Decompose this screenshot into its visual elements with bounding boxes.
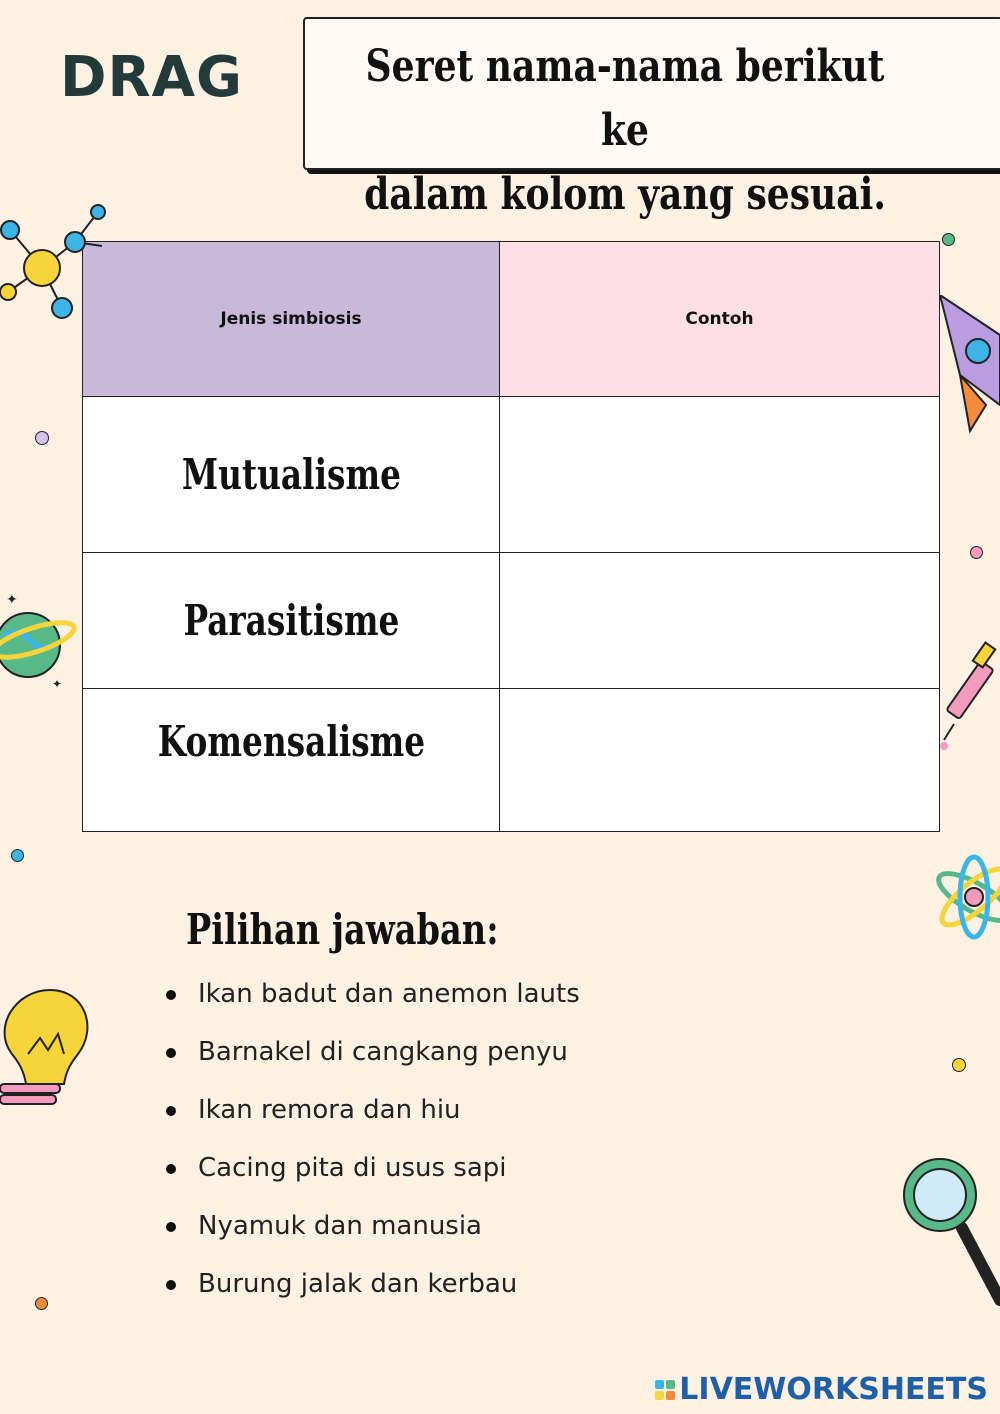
answer-list: [160, 975, 580, 1323]
type-cell: [83, 397, 500, 553]
decor-dot: [970, 546, 983, 559]
decor-dot: [942, 233, 955, 246]
table-header-row: [83, 242, 940, 397]
row-label-komensalisme: Komensalisme: [157, 717, 425, 766]
answers-heading: Pilihan jawaban:: [186, 905, 499, 954]
symbiosis-table: [82, 241, 940, 832]
answer-option[interactable]: Barnakel di cangkang penyu: [160, 1033, 580, 1091]
type-cell: [83, 689, 500, 832]
answer-option[interactable]: Ikan remora dan hiu: [160, 1091, 580, 1149]
decor-dot: [35, 431, 49, 445]
drop-zone-komensalisme[interactable]: [500, 689, 940, 832]
row-label-mutualisme: Mutualisme: [181, 450, 401, 499]
decor-dot: [952, 1058, 966, 1072]
brand-icon: [655, 1380, 675, 1400]
answer-option[interactable]: Nyamuk dan manusia: [160, 1207, 580, 1265]
column-header-type: Jenis simbiosis: [83, 242, 500, 397]
row-label-parasitisme: Parasitisme: [183, 596, 399, 645]
table-row: [83, 689, 940, 832]
type-cell: [83, 553, 500, 689]
instruction-box: [303, 17, 1000, 220]
brand-text: LIVEWORKSHEETS: [679, 1372, 988, 1407]
magnifier-icon: [900, 1150, 1000, 1310]
planet-icon: [0, 590, 80, 700]
lightbulb-icon: [0, 988, 95, 1123]
molecule-icon: [0, 200, 110, 320]
rocket-icon: [930, 295, 1000, 435]
column-header-example: Contoh: [500, 242, 940, 397]
answer-option[interactable]: Ikan badut dan anemon lauts: [160, 975, 580, 1033]
answer-option[interactable]: Cacing pita di usus sapi: [160, 1149, 580, 1207]
decor-dot: [11, 849, 24, 862]
answer-option[interactable]: Burung jalak dan kerbau: [160, 1265, 580, 1323]
drop-zone-parasitisme[interactable]: [500, 553, 940, 689]
table-row: [83, 397, 940, 553]
instruction-text: [363, 35, 888, 227]
atom-icon: [928, 845, 1000, 950]
svg-text:✦: ✦: [52, 677, 63, 691]
drag-label: DRAG: [60, 45, 243, 110]
drop-zone-mutualisme[interactable]: [500, 397, 940, 553]
decor-dot: [35, 1297, 48, 1310]
instruction-line-2: dalam kolom yang sesuai.: [364, 169, 886, 220]
instruction-line-1: Seret nama-nama berikut ke: [365, 41, 885, 156]
liveworksheets-logo: [655, 1372, 988, 1407]
syringe-icon: [940, 640, 1000, 755]
table-row: [83, 553, 940, 689]
svg-text:✦: ✦: [6, 592, 18, 608]
